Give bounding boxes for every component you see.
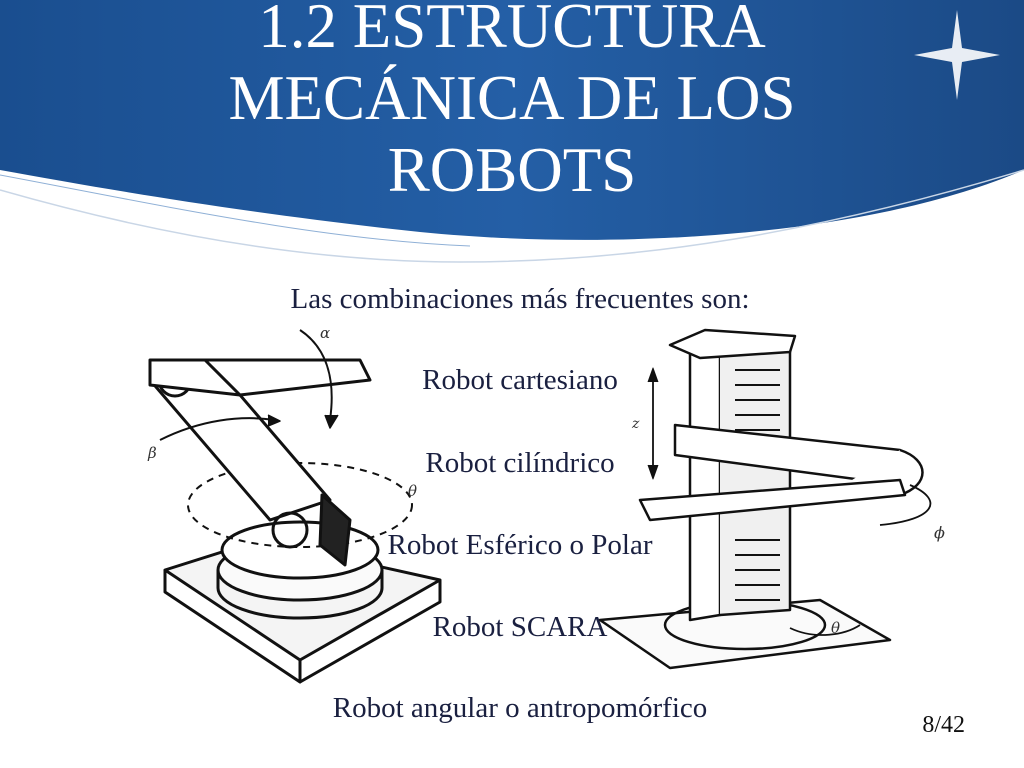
theta-label-left: θ xyxy=(408,482,418,500)
alpha-label: α xyxy=(320,324,331,342)
list-item: Robot cartesiano xyxy=(422,364,618,396)
beta-label: β xyxy=(148,444,157,462)
z-label: z xyxy=(632,416,640,432)
title-line-3: ROBOTS xyxy=(387,135,637,205)
title-line-2: MECÁNICA DE LOS xyxy=(228,63,796,133)
title-line-1: 1.2 ESTRUCTURA xyxy=(258,0,766,61)
list-item: Robot cilíndrico xyxy=(425,447,615,479)
list-item: Robot SCARA xyxy=(432,611,608,643)
page-number: 8/42 xyxy=(922,712,965,738)
intro-text: Las combinaciones más frecuentes son: xyxy=(290,283,750,315)
list-item: Robot Esférico o Polar xyxy=(387,529,653,561)
list-item: Robot angular o antropomórfico xyxy=(332,692,708,724)
phi-label: ϕ xyxy=(934,523,945,542)
theta-label-right: θ xyxy=(831,619,841,637)
